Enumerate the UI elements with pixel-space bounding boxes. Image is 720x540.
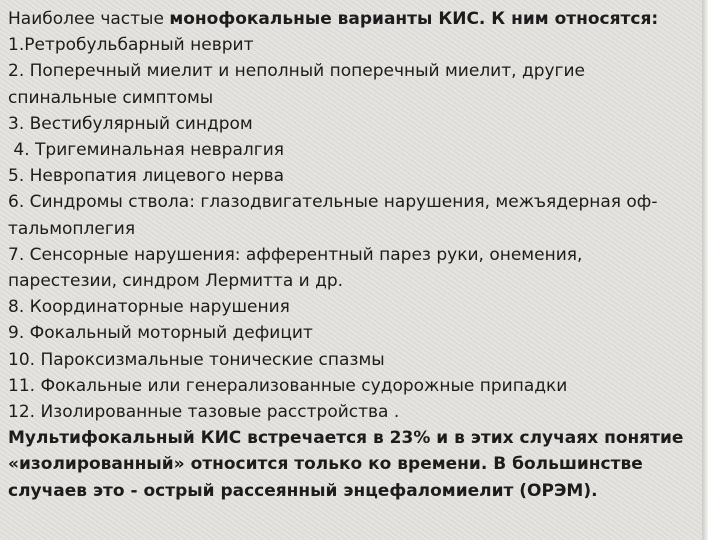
heading-lead: Наиболее частые — [8, 9, 170, 29]
conclusion-line: случаев это - острый рассеянный энцефаломиелит (ОРЭМ). — [8, 480, 598, 501]
conclusion-line: «изолированный» относится только ко времени. В большинстве — [8, 454, 643, 475]
list-item: 8. Координаторные нарушения — [8, 297, 290, 318]
list-item: 1.Ретробульбарный неврит — [8, 35, 254, 56]
heading-line — [8, 6, 696, 32]
list-item: 9. Фокальный моторный дефицит — [8, 323, 313, 344]
list-item-continuation: спинальные симптомы — [8, 87, 214, 108]
list-item: 3. Вестибулярный синдром — [8, 113, 253, 134]
list-item-continuation: парестезии, синдром Лермитта и др. — [8, 271, 344, 292]
list-item: 10. Пароксизмальные тонические спазмы — [8, 349, 385, 370]
list-item: 4. Тригеминальная невралгия — [8, 140, 284, 161]
list-item: 7. Сенсорные нарушения: афферентный парез руки, онемения, — [8, 244, 583, 265]
list-item: 6. Синдромы ствола: глазодвигательные нарушения, межъядерная оф- — [8, 192, 658, 213]
list-item-continuation: тальмоплегия — [8, 218, 136, 239]
list-item: 12. Изолированные тазовые расстройства . — [8, 402, 400, 423]
list-item: 11. Фокальные или генерализованные судорожные припадки — [8, 375, 568, 396]
panel-edge-shadow — [702, 0, 708, 540]
heading-bold: монофокальные варианты КИС. К ним относятся: — [169, 9, 659, 29]
slide-content — [8, 6, 696, 504]
list-item: 5. Невропатия лицевого нерва — [8, 166, 285, 187]
list-item: 2. Поперечный миелит и неполный поперечный миелит, другие — [8, 61, 585, 82]
conclusion-line: Мультифокальный КИС встречается в 23% и в этих случаях понятие — [8, 428, 684, 449]
